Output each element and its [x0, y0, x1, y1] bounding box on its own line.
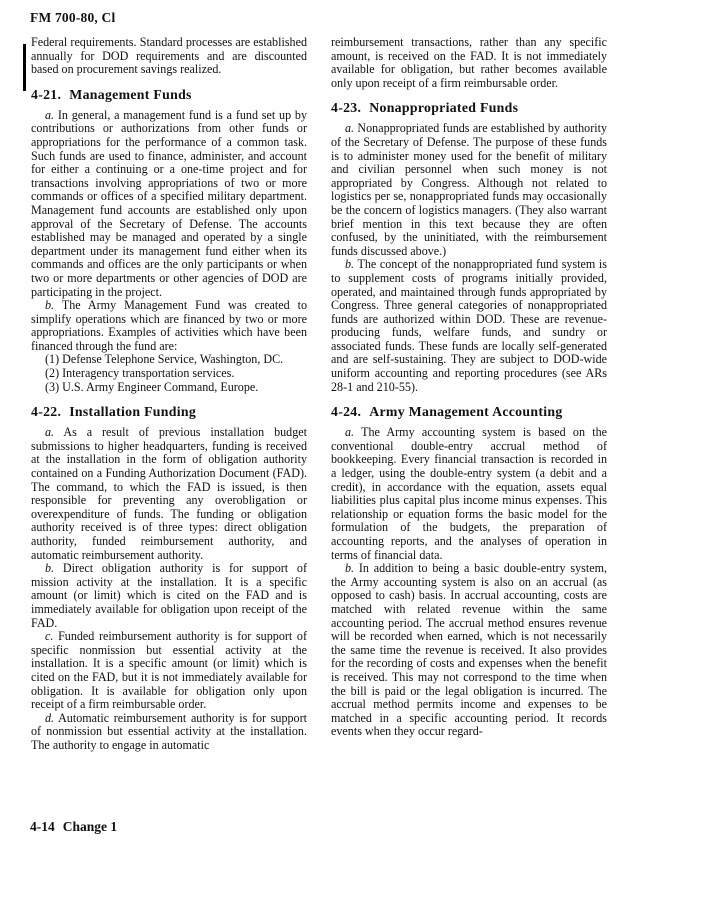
paragraph-text: The Army accounting system is based on the conventional double-entry accrual method of bookkeeping. Every financial transaction is recorded in a ledger, using the double-entry system (a debit and a credit), in accordance with the equation, assets equal liabilities plus capital plus income minus expenses. This relationship or equation forms the basic model for the formulation of the budgets, the preparation of accounting reports, and the analyses of operation in terms of financial data.	[331, 425, 607, 562]
section-heading-4-22	[31, 404, 307, 420]
section-title: Nonappropriated Funds	[369, 100, 519, 116]
section-title: Army Management Accounting	[369, 404, 563, 420]
paragraph-label: a.	[345, 121, 355, 136]
paragraph-text: Automatic reimbursement authority is for support of nonmission but essential activity at the installation. The authority to engage in automatic	[31, 710, 307, 752]
paragraph-label: a.	[45, 425, 55, 440]
paragraph-text: Funded reimbursement authority is for support of specific nonmission but essential activity at the installation. It is a specific amount (or limit) which is cited on the FAD, but it is not immediately available for obligation. It is available for obligation only upon receipt of a firm reimbursable order.	[31, 629, 307, 712]
section-heading-4-23	[331, 100, 607, 116]
list-item: (2) Interagency transportation services.	[45, 366, 235, 381]
document-header	[30, 10, 115, 26]
paragraph-a	[31, 109, 307, 299]
paragraph-label: c.	[45, 629, 54, 644]
paragraph-a	[31, 426, 307, 562]
paragraph-label: b.	[45, 298, 55, 313]
paragraph-label: b.	[345, 561, 355, 576]
continued-paragraph: Federal requirements. Standard processes are established annually for DOD requirements and are discounted based on procurement savings realized.	[31, 35, 307, 77]
right-column	[331, 36, 607, 739]
section-number: 4-21.	[31, 86, 62, 102]
paragraph-c	[31, 630, 307, 712]
section-number: 4-24.	[331, 404, 362, 420]
section-title: Management Funds	[69, 86, 192, 102]
section-title: Installation Funding	[69, 404, 197, 420]
change-notice: Change 1	[62, 819, 118, 834]
left-column	[31, 36, 307, 753]
continued-paragraph: reimbursement transactions, rather than any specific amount, is received on the FAD. It is not immediately available for obligation, but rather becomes available only upon receipt of a firm reimbursable order.	[331, 35, 607, 90]
paragraph-a	[331, 122, 607, 258]
paragraph-text: In general, a management fund is a fund set up by contributions or authorizations from other funds or appropriations for the performance of a common task. Such funds are used to finance, administer, and account for either a continuing or a one-time project and for transactions involving appropriations of two or more commands or offices of a specified military department. Management fund accounts are established only upon approval of the Secretary of Defense. The accounts established may be managed and operated by a single department under its management fund either when its commands and offices are the only participants or when two or more departments or other agencies of DOD are participating in the project.	[31, 107, 307, 299]
section-heading-4-21	[31, 87, 307, 103]
change-bar	[23, 44, 26, 91]
section-heading-4-24	[331, 404, 607, 420]
page-footer	[30, 819, 117, 835]
list-item: (3) U.S. Army Engineer Command, Europe.	[45, 379, 259, 394]
paragraph-a	[331, 426, 607, 562]
paragraph-label: b.	[45, 561, 55, 576]
section-number: 4-23.	[331, 100, 362, 116]
paragraph-text: Nonappropriated funds are established by authority of the Secretary of Defense. The purpose of these funds is to administer money used for the benefit of military and civilian personnel when such money is not appropriated by Congress. Although not related to logistics per se, nonappropriated funds may occasionally be the concern of logistics managers. (They also warrant brief mention in this text because they are often confused, by the uninitiated, with the reimbursement funds discussed above.)	[331, 121, 607, 258]
doc-id: FM 700-80, Cl	[30, 10, 116, 25]
paragraph-label: b.	[345, 257, 355, 272]
section-number: 4-22.	[31, 404, 62, 420]
paragraph-text: As a result of previous installation budget submissions to higher headquarters, funding is received at the installation in the form of obligation authority contained on a Funding Authorization Document (FAD). The command, to which the FAD is issued, is then responsible for preventing any overobligation or overexpenditure of funds. The funding or obligation authority received is of three types: direct obligation authority, funded reimbursement authority, and automatic reimbursement authority.	[31, 425, 307, 562]
paragraph-d	[31, 712, 307, 753]
paragraph-text: In addition to being a basic double-entry system, the Army accounting system is also on an accrual (as opposed to cash) basis. In accrual accounting, costs are matched with related revenue within the same accounting period. The accrual method ensures revenue will be recorded when earned, which is not necessarily the same time the revenue is received. It also provides for the recording of costs and expenses when the benefit is received. This may not correspond to the time when the bill is paid or the legal obligation is incurred. The accrual method permits income and expenses to be matched in a specific accounting period. It records events when they occur regard-	[331, 561, 607, 739]
paragraph-label: a.	[345, 425, 355, 440]
list-item: (1) Defense Telephone Service, Washington, DC.	[45, 352, 284, 367]
paragraph-b	[31, 299, 307, 353]
page-number: 4-14	[30, 819, 55, 834]
paragraph-b	[31, 562, 307, 630]
paragraph-text: Direct obligation authority is for support of mission activity at the installation. It is a specific amount (or limit) which is cited on the FAD and is immediately available for obligation upon receipt of the FAD.	[31, 561, 307, 630]
paragraph-text: The Army Management Fund was created to simplify operations which are financed by two or more appropriations. Examples of activities which have been financed through the fund are:	[31, 298, 307, 353]
paragraph-label: a.	[45, 107, 55, 122]
paragraph-text: The concept of the nonappropriated fund system is to supplement costs of programs initially provided, operated, and maintained through funds appropriated by Congress. Three general categories of nonappropriated funds are authorized within DOD. These are revenue-producing funds, welfare funds, and sundry or associated funds. These funds are locally self-generated and are self-sustaining. They are subject to DOD-wide uniform accounting and reporting procedures (see ARs 28-1 and 210-55).	[331, 257, 607, 394]
paragraph-b	[331, 258, 607, 394]
paragraph-b	[331, 562, 607, 739]
paragraph-label: d.	[45, 710, 55, 725]
